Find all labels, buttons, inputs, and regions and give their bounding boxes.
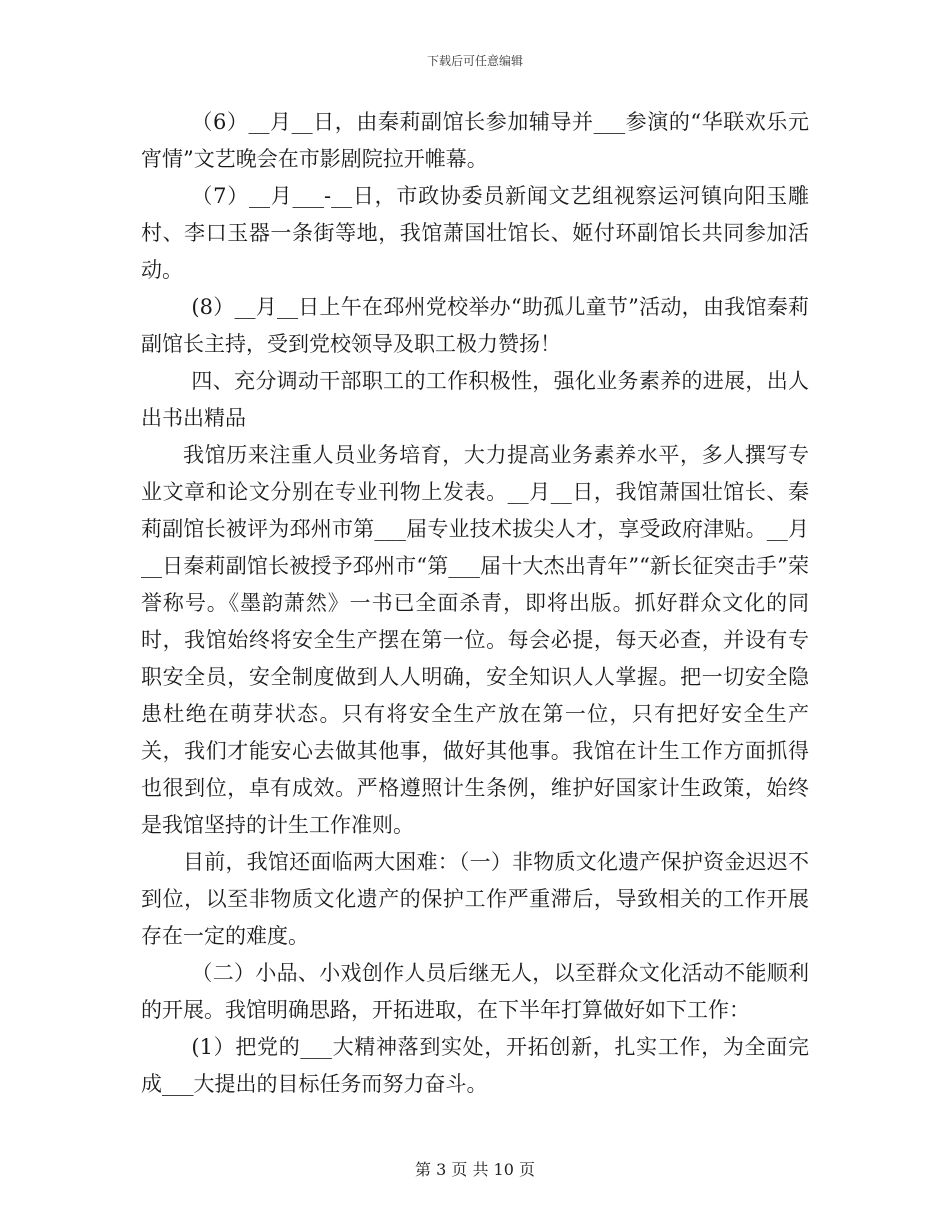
paragraph-difficulty-2: （二）小品、小戏创作人员后继无人，以至群众文化活动不能顺利的开展。我馆明确思路，开拓进取，在下半年打算做好如下工作：: [141, 961, 809, 1022]
paragraph-item-8: (8）__月__日上午在邳州党校举办“助孤儿童节”活动，由我馆秦莉副馆长主持，受到党校领导及职工极力赞扬！: [141, 295, 809, 356]
page-header: 下载后可任意编辑: [426, 54, 523, 68]
paragraph-training: 我馆历来注重人员业务培育，大力提高业务素养水平，多人撰写专业文章和论文分别在专业刊物上发表。__月__日，我馆萧国壮馆长、秦莉副馆长被评为邳州市第___届专业技术拔尖人才，享受政府津贴。__月__日秦莉副馆长被授予邳州市“第___届十大杰出青年”“新长征突击手”荣誉称号。《墨韵萧然》一书已全面杀青，即将出版。抓好群众文化的同时，我馆始终将安全生产摆在第一位。每会必提，每天必查，并设有专职安全员，安全制度做到人人明确，安全知识人人掌握。把一切安全隐患杜绝在萌芽状态。只有将安全生产放在第一位，只有把好安全生产关，我们才能安心去做其他事，做好其他事。我馆在计生工作方面抓得也很到位，卓有成效。严格遵照计生条例，维护好国家计生政策，始终是我馆坚持的计生工作准则。: [141, 443, 809, 837]
paragraph-difficulties: 目前，我馆还面临两大困难：（一）非物质文化遗产保护资金迟迟不到位，以至非物质文化遗产的保护工作严重滞后，导致相关的工作开展存在一定的难度。: [141, 850, 809, 948]
body-text: [141, 104, 809, 1103]
paragraph-plan-1: (1）把党的___大精神落到实处，开拓创新，扎实工作，为全面完成___大提出的目标任务而努力奋斗。: [141, 1035, 809, 1096]
paragraph-item-6: （6）__月__日，由秦莉副馆长参加辅导并___参演的“华联欢乐元宵情”文艺晚会在市影剧院拉开帷幕。: [141, 110, 809, 171]
page-footer: 第 3 页 共 10 页: [415, 1160, 535, 1179]
section-heading-4: 四、充分调动干部职工的工作积极性，强化业务素养的进展，出人出书出精品: [141, 369, 809, 430]
paragraph-item-7: （7）__月___-__日，市政协委员新闻文艺组视察运河镇向阳玉雕村、李口玉器一条街等地，我馆萧国壮馆长、姬付环副馆长共同参加活动。: [141, 184, 809, 282]
